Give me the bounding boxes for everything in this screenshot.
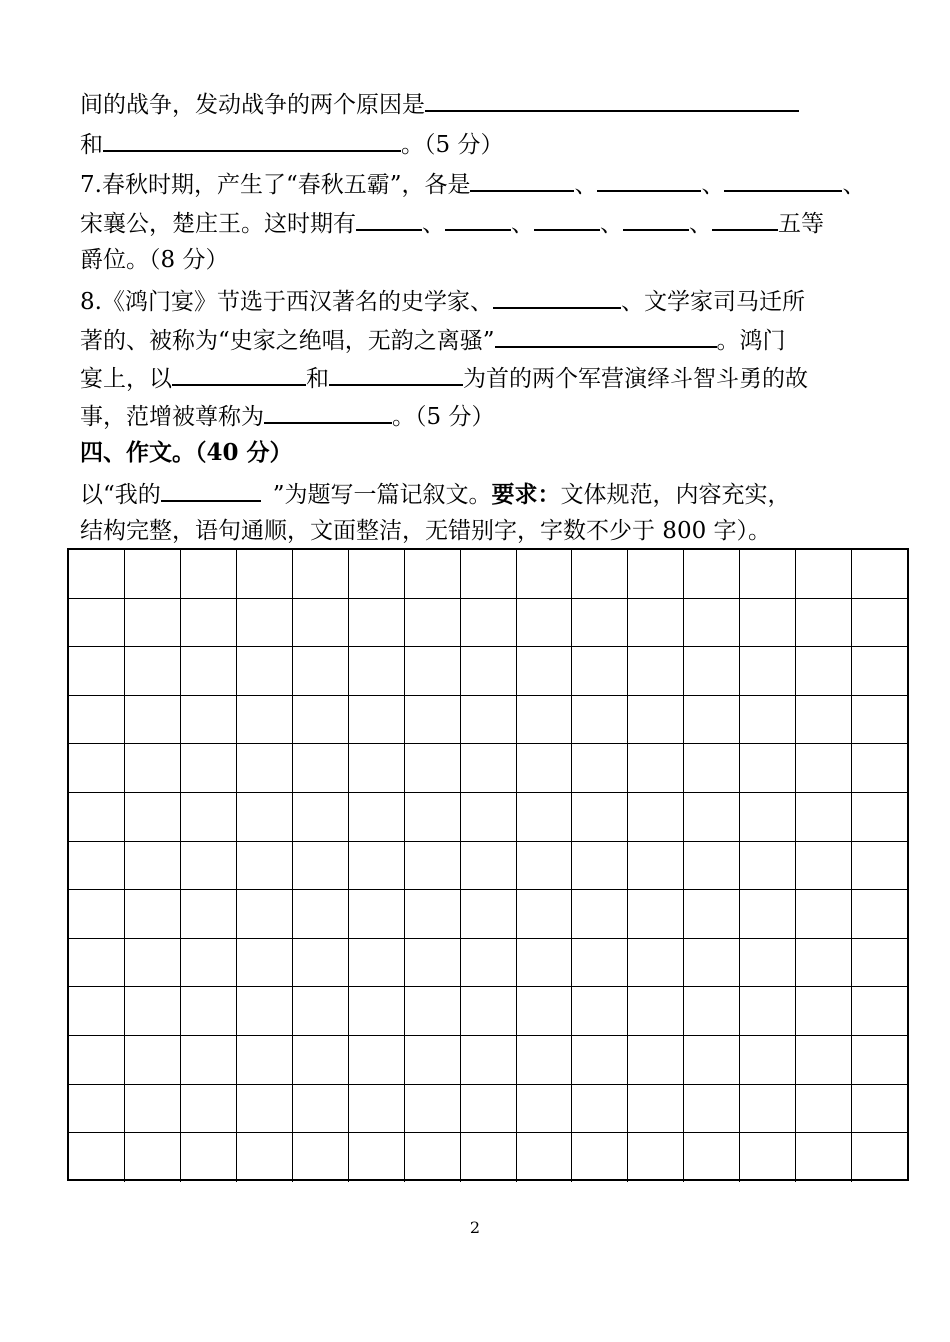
q8-text-5: 宴上，以 — [80, 366, 172, 392]
grid-cell[interactable] — [628, 696, 684, 745]
separator: 、 — [689, 211, 712, 237]
q7-hegemon-blank-2[interactable] — [597, 168, 701, 192]
grid-row — [69, 550, 907, 599]
grid-cell[interactable] — [684, 744, 740, 793]
grid-cell[interactable] — [349, 890, 405, 939]
q7-text-3: 五等 — [778, 211, 824, 237]
q6-text: 间的战争，发动战争的两个原因是 — [80, 92, 425, 118]
grid-cell[interactable] — [349, 696, 405, 745]
q8-blank-4[interactable] — [329, 362, 463, 386]
grid-cell[interactable] — [796, 744, 852, 793]
grid-cell[interactable] — [572, 599, 628, 648]
grid-cell[interactable] — [740, 939, 796, 988]
essay-prompt-text-3: 文体规范，内容充实， — [560, 482, 791, 508]
grid-cell[interactable] — [125, 793, 181, 842]
grid-cell[interactable] — [852, 1036, 907, 1085]
grid-cell[interactable] — [740, 793, 796, 842]
q7-text: 7.春秋时期，产生了“春秋五霸”，各是 — [80, 172, 471, 198]
q8-line-4 — [80, 400, 494, 432]
grid-cell[interactable] — [796, 987, 852, 1036]
grid-cell[interactable] — [69, 696, 125, 745]
grid-cell[interactable] — [572, 744, 628, 793]
grid-cell[interactable] — [517, 550, 573, 599]
grid-cell[interactable] — [684, 550, 740, 599]
grid-cell[interactable] — [572, 793, 628, 842]
grid-cell[interactable] — [684, 696, 740, 745]
grid-cell[interactable] — [461, 1085, 517, 1134]
grid-cell[interactable] — [181, 793, 237, 842]
essay-prompt-line-2: 结构完整，语句通顺，文面整洁，无错别字，字数不少于 800 字）。 — [80, 518, 772, 544]
grid-cell[interactable] — [237, 696, 293, 745]
grid-cell[interactable] — [628, 793, 684, 842]
q8-blank-2[interactable] — [495, 324, 717, 348]
grid-cell[interactable] — [572, 1036, 628, 1085]
grid-row — [69, 1085, 907, 1134]
grid-cell[interactable] — [405, 939, 461, 988]
grid-cell[interactable] — [740, 1133, 796, 1182]
grid-cell[interactable] — [572, 550, 628, 599]
grid-cell[interactable] — [517, 1085, 573, 1134]
grid-cell[interactable] — [461, 793, 517, 842]
grid-cell[interactable] — [517, 1036, 573, 1085]
grid-cell[interactable] — [740, 744, 796, 793]
grid-cell[interactable] — [628, 744, 684, 793]
grid-cell[interactable] — [628, 987, 684, 1036]
grid-cell[interactable] — [517, 987, 573, 1036]
grid-cell[interactable] — [796, 1085, 852, 1134]
grid-cell[interactable] — [125, 1085, 181, 1134]
grid-row — [69, 842, 907, 891]
q6-and: 和 — [80, 132, 103, 158]
grid-cell[interactable] — [237, 744, 293, 793]
grid-cell[interactable] — [125, 842, 181, 891]
grid-cell[interactable] — [293, 890, 349, 939]
grid-cell[interactable] — [852, 599, 907, 648]
grid-cell[interactable] — [349, 1085, 405, 1134]
q6-line-2 — [80, 128, 503, 160]
grid-cell[interactable] — [852, 939, 907, 988]
separator: 、 — [422, 211, 445, 237]
grid-cell[interactable] — [517, 890, 573, 939]
q7-rank-blank-5[interactable] — [712, 207, 778, 231]
grid-cell[interactable] — [684, 793, 740, 842]
q7-rank-blank-1[interactable] — [356, 207, 422, 231]
grid-row — [69, 793, 907, 842]
grid-cell[interactable] — [69, 647, 125, 696]
grid-cell[interactable] — [740, 696, 796, 745]
grid-cell[interactable] — [293, 939, 349, 988]
q8-blank-5[interactable] — [264, 400, 392, 424]
grid-cell[interactable] — [461, 696, 517, 745]
grid-cell[interactable] — [572, 1085, 628, 1134]
grid-cell[interactable] — [572, 939, 628, 988]
q8-blank-1[interactable] — [493, 285, 621, 309]
grid-cell[interactable] — [517, 1133, 573, 1182]
grid-cell[interactable] — [517, 599, 573, 648]
grid-cell[interactable] — [684, 599, 740, 648]
grid-cell[interactable] — [69, 744, 125, 793]
grid-cell[interactable] — [461, 1036, 517, 1085]
grid-cell[interactable] — [125, 647, 181, 696]
grid-cell[interactable] — [517, 793, 573, 842]
grid-cell[interactable] — [181, 1036, 237, 1085]
grid-cell[interactable] — [461, 550, 517, 599]
q7-line-2 — [80, 207, 824, 239]
q6-score: 。（5 分） — [401, 132, 504, 158]
q8-and: 和 — [306, 366, 329, 392]
grid-cell[interactable] — [628, 599, 684, 648]
grid-cell[interactable] — [572, 1133, 628, 1182]
grid-cell[interactable] — [852, 1085, 907, 1134]
grid-cell[interactable] — [293, 842, 349, 891]
grid-cell[interactable] — [517, 939, 573, 988]
grid-cell[interactable] — [181, 890, 237, 939]
q8-line-2 — [80, 324, 786, 356]
separator: 、 — [511, 211, 534, 237]
grid-cell[interactable] — [796, 647, 852, 696]
grid-cell[interactable] — [125, 890, 181, 939]
grid-cell[interactable] — [69, 1133, 125, 1182]
grid-cell[interactable] — [237, 793, 293, 842]
grid-cell[interactable] — [628, 890, 684, 939]
grid-cell[interactable] — [405, 599, 461, 648]
grid-row — [69, 1036, 907, 1085]
separator: 、 — [701, 172, 725, 198]
grid-cell[interactable] — [125, 939, 181, 988]
grid-cell[interactable] — [349, 1036, 405, 1085]
grid-cell[interactable] — [181, 987, 237, 1036]
grid-cell[interactable] — [69, 599, 125, 648]
grid-cell[interactable] — [349, 1133, 405, 1182]
q6-answer-blank-2[interactable] — [103, 128, 401, 152]
grid-cell[interactable] — [349, 842, 405, 891]
grid-row — [69, 696, 907, 745]
grid-cell[interactable] — [293, 744, 349, 793]
requirement-label: 要求： — [491, 481, 561, 508]
grid-cell[interactable] — [349, 744, 405, 793]
q8-text-6: 为首的两个军营演绎斗智斗勇的故 — [463, 366, 808, 392]
grid-cell[interactable] — [293, 1036, 349, 1085]
grid-cell[interactable] — [852, 842, 907, 891]
grid-cell[interactable] — [852, 744, 907, 793]
grid-cell[interactable] — [181, 696, 237, 745]
grid-cell[interactable] — [237, 987, 293, 1036]
grid-cell[interactable] — [796, 696, 852, 745]
grid-cell[interactable] — [740, 1036, 796, 1085]
grid-cell[interactable] — [69, 987, 125, 1036]
grid-cell[interactable] — [796, 842, 852, 891]
grid-cell[interactable] — [181, 599, 237, 648]
grid-cell[interactable] — [852, 987, 907, 1036]
grid-cell[interactable] — [740, 890, 796, 939]
q7-line-1 — [80, 168, 865, 200]
grid-row — [69, 599, 907, 648]
grid-row — [69, 890, 907, 939]
grid-cell[interactable] — [628, 1133, 684, 1182]
grid-cell[interactable] — [237, 939, 293, 988]
q8-text-1: 8.《鸿门宴》节选于西汉著名的史学家、 — [80, 289, 493, 315]
grid-cell[interactable] — [405, 647, 461, 696]
grid-cell[interactable] — [405, 842, 461, 891]
grid-cell[interactable] — [852, 890, 907, 939]
q7-line-3 — [80, 245, 228, 275]
q7-score: 爵位。（8 分） — [80, 247, 229, 273]
grid-cell[interactable] — [125, 987, 181, 1036]
grid-cell[interactable] — [684, 890, 740, 939]
q6-answer-blank-1[interactable] — [425, 88, 799, 112]
grid-cell[interactable] — [349, 987, 405, 1036]
grid-cell[interactable] — [69, 939, 125, 988]
page-number: 2 — [469, 1218, 481, 1237]
grid-cell[interactable] — [181, 1085, 237, 1134]
grid-cell[interactable] — [405, 744, 461, 793]
grid-cell[interactable] — [796, 599, 852, 648]
grid-cell[interactable] — [517, 647, 573, 696]
grid-cell[interactable] — [740, 842, 796, 891]
grid-cell[interactable] — [461, 647, 517, 696]
grid-cell[interactable] — [684, 1085, 740, 1134]
essay-prompt-line-1 — [80, 478, 791, 510]
essay-prompt-text-1: 以“我的 — [80, 482, 161, 508]
grid-cell[interactable] — [852, 647, 907, 696]
grid-cell[interactable] — [461, 599, 517, 648]
grid-cell[interactable] — [349, 939, 405, 988]
grid-cell[interactable] — [517, 696, 573, 745]
grid-cell[interactable] — [69, 1036, 125, 1085]
grid-cell[interactable] — [405, 696, 461, 745]
grid-cell[interactable] — [293, 1085, 349, 1134]
grid-cell[interactable] — [572, 987, 628, 1036]
grid-cell[interactable] — [349, 647, 405, 696]
grid-cell[interactable] — [405, 987, 461, 1036]
grid-cell[interactable] — [628, 842, 684, 891]
grid-cell[interactable] — [461, 987, 517, 1036]
grid-cell[interactable] — [684, 842, 740, 891]
grid-cell[interactable] — [125, 1036, 181, 1085]
grid-cell[interactable] — [572, 696, 628, 745]
grid-cell[interactable] — [237, 550, 293, 599]
grid-cell[interactable] — [461, 890, 517, 939]
grid-cell[interactable] — [125, 744, 181, 793]
grid-cell[interactable] — [181, 842, 237, 891]
grid-cell[interactable] — [740, 1085, 796, 1134]
grid-cell[interactable] — [69, 842, 125, 891]
grid-cell[interactable] — [293, 1133, 349, 1182]
grid-cell[interactable] — [461, 842, 517, 891]
grid-cell[interactable] — [181, 1133, 237, 1182]
grid-cell[interactable] — [237, 1085, 293, 1134]
grid-cell[interactable] — [237, 1036, 293, 1085]
grid-cell[interactable] — [740, 987, 796, 1036]
grid-cell[interactable] — [796, 550, 852, 599]
q7-rank-blank-3[interactable] — [534, 207, 600, 231]
grid-cell[interactable] — [69, 550, 125, 599]
grid-cell[interactable] — [852, 696, 907, 745]
grid-cell[interactable] — [405, 1036, 461, 1085]
grid-cell[interactable] — [852, 793, 907, 842]
q8-line-1 — [80, 285, 805, 317]
q8-text-4: 。鸿门 — [716, 328, 786, 354]
grid-cell[interactable] — [293, 647, 349, 696]
grid-cell[interactable] — [405, 550, 461, 599]
grid-cell[interactable] — [293, 696, 349, 745]
grid-cell[interactable] — [740, 550, 796, 599]
q8-blank-3[interactable] — [172, 362, 306, 386]
grid-cell[interactable] — [293, 987, 349, 1036]
grid-cell[interactable] — [237, 1133, 293, 1182]
grid-cell[interactable] — [125, 696, 181, 745]
grid-cell[interactable] — [237, 647, 293, 696]
grid-cell[interactable] — [852, 550, 907, 599]
grid-cell[interactable] — [852, 1133, 907, 1182]
grid-row — [69, 744, 907, 793]
grid-cell[interactable] — [572, 647, 628, 696]
grid-cell[interactable] — [796, 1036, 852, 1085]
grid-cell[interactable] — [125, 550, 181, 599]
grid-cell[interactable] — [181, 550, 237, 599]
grid-cell[interactable] — [181, 939, 237, 988]
grid-cell[interactable] — [628, 939, 684, 988]
separator: 、 — [574, 172, 598, 198]
grid-cell[interactable] — [461, 939, 517, 988]
grid-cell[interactable] — [237, 842, 293, 891]
grid-cell[interactable] — [628, 550, 684, 599]
grid-cell[interactable] — [740, 599, 796, 648]
q7-rank-blank-2[interactable] — [445, 207, 511, 231]
grid-cell[interactable] — [796, 1133, 852, 1182]
grid-cell[interactable] — [796, 939, 852, 988]
separator: 、 — [842, 172, 866, 198]
section-heading: 四、作文。（40 分） — [80, 439, 293, 466]
grid-cell[interactable] — [181, 647, 237, 696]
grid-cell[interactable] — [69, 1085, 125, 1134]
grid-cell[interactable] — [740, 647, 796, 696]
grid-row — [69, 939, 907, 988]
grid-cell[interactable] — [517, 842, 573, 891]
grid-cell[interactable] — [684, 1133, 740, 1182]
grid-cell[interactable] — [237, 599, 293, 648]
grid-cell[interactable] — [405, 1085, 461, 1134]
separator: 、 — [600, 211, 623, 237]
grid-cell[interactable] — [405, 890, 461, 939]
grid-row — [69, 647, 907, 696]
grid-cell[interactable] — [684, 939, 740, 988]
grid-cell[interactable] — [237, 890, 293, 939]
q7-hegemon-blank-3[interactable] — [724, 168, 842, 192]
grid-cell[interactable] — [349, 793, 405, 842]
grid-cell[interactable] — [628, 1036, 684, 1085]
q7-text-2: 宋襄公，楚庄王。这时期有 — [80, 211, 356, 237]
q8-text-7: 事，范增被尊称为 — [80, 404, 264, 430]
composition-grid[interactable] — [67, 548, 909, 1181]
grid-cell[interactable] — [517, 744, 573, 793]
grid-cell[interactable] — [461, 1133, 517, 1182]
grid-cell[interactable] — [796, 890, 852, 939]
grid-cell[interactable] — [628, 1085, 684, 1134]
grid-cell[interactable] — [796, 793, 852, 842]
grid-cell[interactable] — [572, 842, 628, 891]
q8-score: 。（5 分） — [392, 404, 495, 430]
grid-cell[interactable] — [125, 599, 181, 648]
grid-row — [69, 987, 907, 1036]
grid-cell[interactable] — [405, 793, 461, 842]
grid-cell[interactable] — [293, 550, 349, 599]
grid-cell[interactable] — [125, 1133, 181, 1182]
grid-cell[interactable] — [405, 1133, 461, 1182]
grid-cell[interactable] — [69, 890, 125, 939]
q7-rank-blank-4[interactable] — [623, 207, 689, 231]
grid-cell[interactable] — [293, 599, 349, 648]
q8-text-2: 、文学家司马迁所 — [620, 289, 805, 315]
q6-line-1 — [80, 88, 799, 120]
grid-cell[interactable] — [572, 890, 628, 939]
grid-cell[interactable] — [628, 647, 684, 696]
grid-cell[interactable] — [181, 744, 237, 793]
grid-cell[interactable] — [684, 1036, 740, 1085]
grid-cell[interactable] — [349, 550, 405, 599]
grid-cell[interactable] — [684, 647, 740, 696]
q8-text-3: 著的、被称为“史家之绝唱，无韵之离骚” — [80, 328, 495, 354]
essay-prompt-text-2: ”为题写一篇记叙文。 — [272, 482, 492, 508]
q7-hegemon-blank-1[interactable] — [470, 168, 574, 192]
q8-line-3 — [80, 362, 808, 394]
grid-cell[interactable] — [461, 744, 517, 793]
grid-cell[interactable] — [349, 599, 405, 648]
grid-cell[interactable] — [69, 793, 125, 842]
grid-row — [69, 1133, 907, 1182]
grid-cell[interactable] — [293, 793, 349, 842]
grid-cell[interactable] — [684, 987, 740, 1036]
essay-title-blank[interactable] — [161, 478, 261, 502]
